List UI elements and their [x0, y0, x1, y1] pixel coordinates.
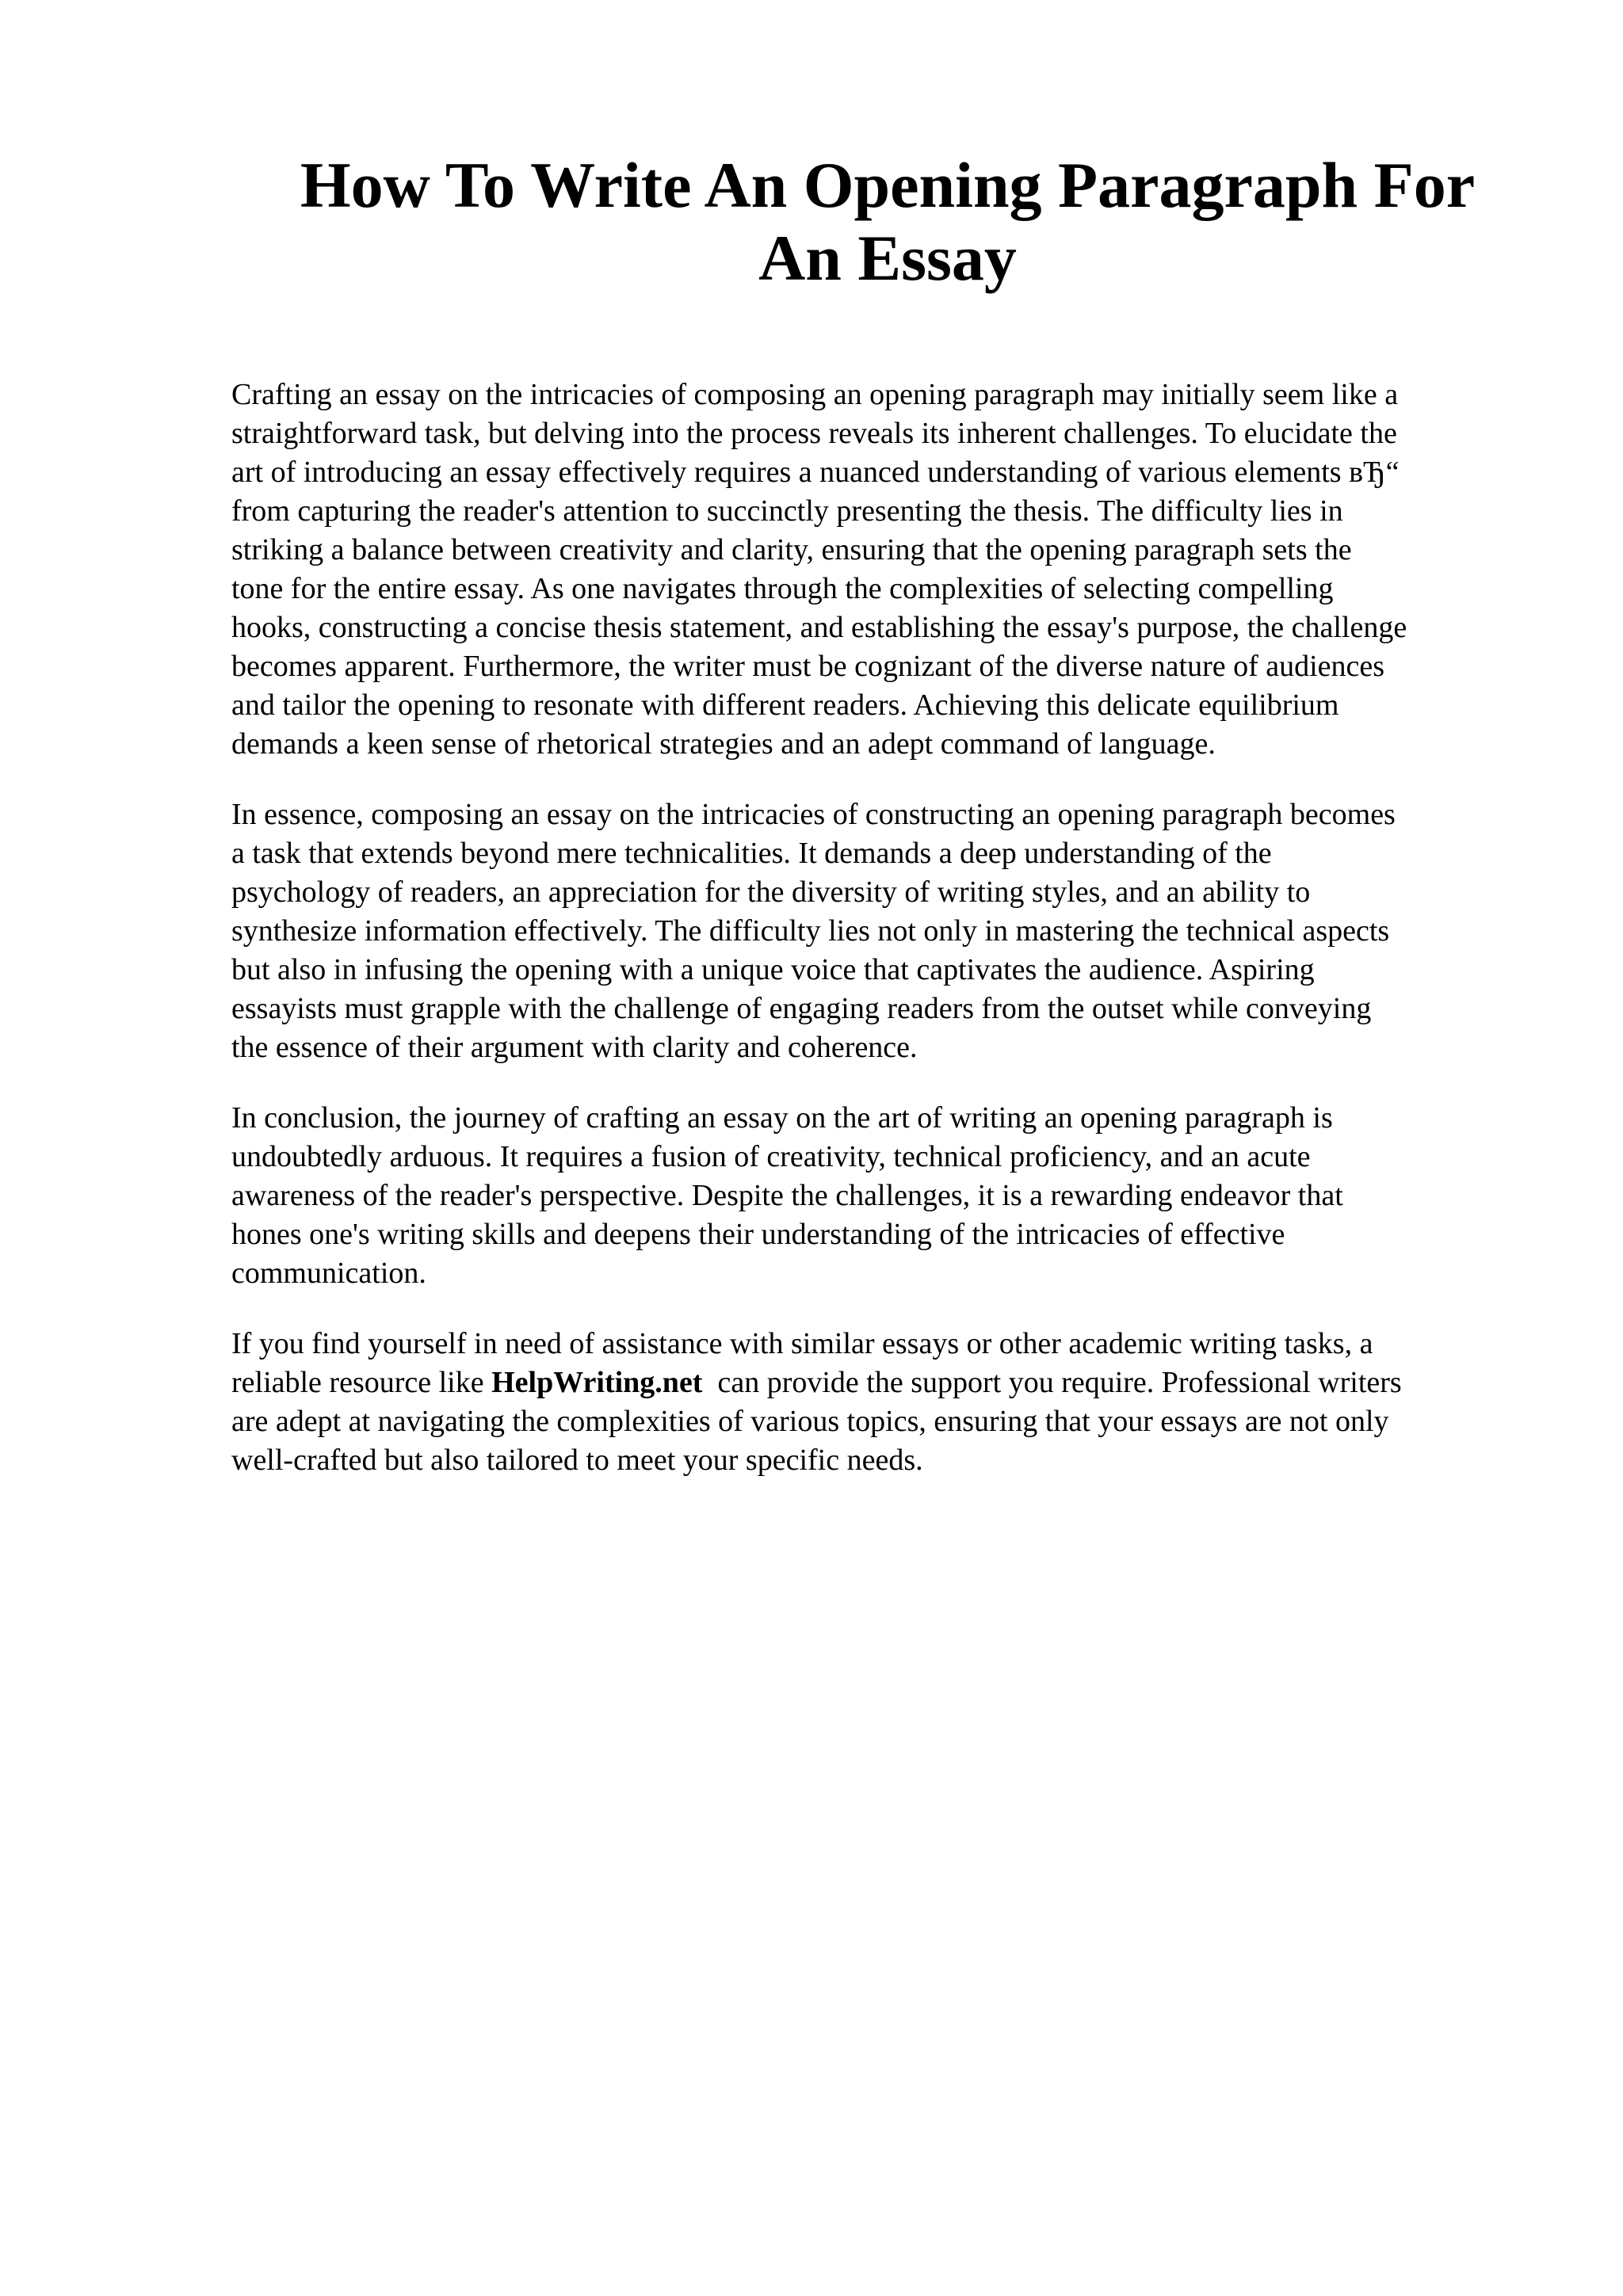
- text-line: are adept at navigating the complexities of various topics, ensuring that your essays are not only: [231, 1405, 1389, 1438]
- text-line: undoubtedly arduous. It requires a fusion of creativity, technical proficiency, and an acute: [231, 1140, 1311, 1173]
- text-line: Crafting an essay on the intricacies of composing an opening paragraph may initially seem like a: [231, 378, 1399, 411]
- text-line: straightforward task, but delving into the process reveals its inherent challenges. To elucidate the: [231, 417, 1397, 450]
- text-line: [231, 1363, 1547, 1402]
- text-line: psychology of readers, an appreciation for the diversity of writing styles, and an ability to: [231, 875, 1311, 909]
- text-line: synthesize information effectively. The difficulty lies not only in mastering the technical aspects: [231, 914, 1390, 948]
- text-line: from capturing the reader's attention to succinctly presenting the thesis. The difficulty lies in: [231, 494, 1343, 528]
- text-line: a task that extends beyond mere technicalities. It demands a deep understanding of the: [231, 837, 1272, 870]
- paragraph-essence: [231, 795, 1547, 1067]
- text-line: but also in infusing the opening with a unique voice that captivates the audience. Aspiring: [231, 953, 1315, 986]
- paragraph-conclusion: [231, 1099, 1547, 1293]
- text-line: and tailor the opening to resonate with different readers. Achieving this delicate equilibrium: [231, 688, 1339, 722]
- text-fragment: reliable resource like: [231, 1366, 492, 1399]
- helpwriting-link[interactable]: HelpWriting.net: [491, 1366, 703, 1399]
- text-line: well-crafted but also tailored to meet your specific needs.: [231, 1444, 923, 1477]
- document-body: [231, 376, 1547, 1512]
- text-line: becomes apparent. Furthermore, the writer must be cognizant of the diverse nature of audiences: [231, 650, 1385, 683]
- title-line: How To Write An Opening Paragraph For: [300, 149, 1476, 221]
- paragraph-intro: [231, 376, 1547, 764]
- text-line: If you find yourself in need of assistance with similar essays or other academic writing tasks, a: [231, 1327, 1373, 1360]
- text-line: essayists must grapple with the challenge of engaging readers from the outset while conveying: [231, 992, 1372, 1025]
- text-line: hooks, constructing a concise thesis statement, and establishing the essay's purpose, the challenge: [231, 611, 1407, 644]
- paragraph-help-resource: [231, 1325, 1547, 1480]
- text-line: hones one's writing skills and deepens their understanding of the intricacies of effective: [231, 1218, 1285, 1251]
- text-line: art of introducing an essay effectively requires a nuanced understanding of various elements вЂ“: [231, 456, 1400, 489]
- text-line: striking a balance between creativity and clarity, ensuring that the opening paragraph sets the: [231, 533, 1352, 566]
- text-line: tone for the entire essay. As one navigates through the complexities of selecting compelling: [231, 572, 1334, 605]
- text-line: the essence of their argument with clarity and coherence.: [231, 1031, 918, 1064]
- document-title: [230, 149, 1545, 295]
- text-line: awareness of the reader's perspective. Despite the challenges, it is a rewarding endeavor that: [231, 1179, 1343, 1212]
- text-line: In essence, composing an essay on the intricacies of constructing an opening paragraph becomes: [231, 798, 1396, 831]
- text-line: communication.: [231, 1257, 426, 1290]
- text-line: demands a keen sense of rhetorical strategies and an adept command of language.: [231, 727, 1216, 761]
- title-line: An Essay: [758, 222, 1017, 294]
- text-fragment: can provide the support you require. Professional writers: [702, 1366, 1402, 1399]
- text-line: In conclusion, the journey of crafting an essay on the art of writing an opening paragraph is: [231, 1101, 1333, 1135]
